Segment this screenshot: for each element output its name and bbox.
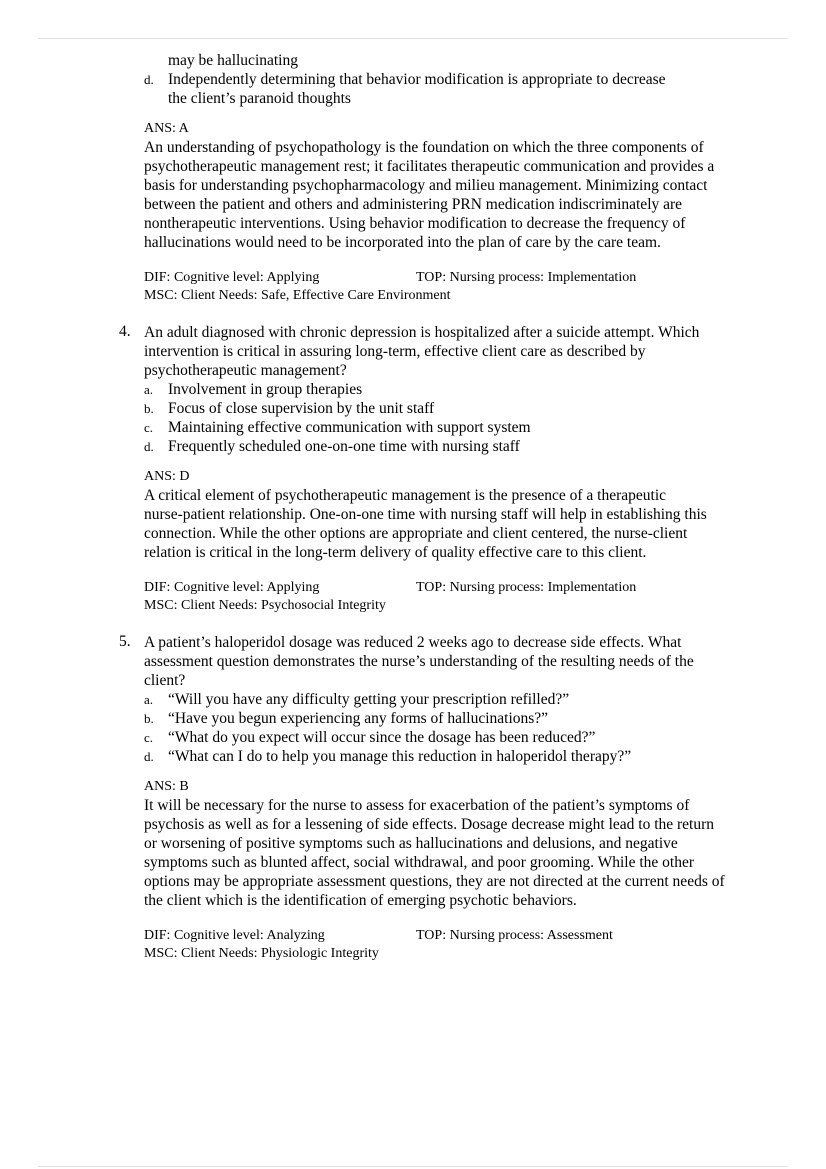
option-text: Focus of close supervision by the unit staff <box>168 400 435 417</box>
rationale-line: hallucinations would need to be incorporated into the plan of care by the care team. <box>144 234 661 251</box>
rationale-line: psychotherapeutic management rest; it facilitates therapeutic communication and provides a <box>144 158 715 175</box>
bottom-rule <box>38 1166 788 1167</box>
rationale-line: An understanding of psychopathology is the foundation on which the three components of <box>144 139 704 156</box>
rationale-line: connection. While the other options are appropriate and client centered, the nurse-client <box>144 525 688 542</box>
difficulty-label: DIF: Cognitive level: Analyzing <box>144 928 325 943</box>
rationale-line: or worsening of positive symptoms such as hallucinations and delusions, and negative <box>144 835 678 852</box>
rationale-line: psychosis as well as for a lessening of side effects. Dosage decrease might lead to the return <box>144 816 715 833</box>
question-stem-line: An adult diagnosed with chronic depression is hospitalized after a suicide attempt. Which <box>144 324 700 341</box>
rationale-line: symptoms such as blunted affect, social withdrawal, and poor grooming. While the other <box>144 854 694 871</box>
option-text: “What can I do to help you manage this reduction in haloperidol therapy?” <box>168 748 632 765</box>
option-text-continuation: the client’s paranoid thoughts <box>168 90 351 107</box>
question-stem-line: psychotherapeutic management? <box>144 362 347 379</box>
topic-label: TOP: Nursing process: Implementation <box>416 580 637 595</box>
question-stem-line: assessment question demonstrates the nurse’s understanding of the resulting needs of the <box>144 653 694 670</box>
option-letter: d. <box>144 439 154 454</box>
client-needs-label: MSC: Client Needs: Psychosocial Integrity <box>144 598 386 613</box>
question-number: 4. <box>119 323 131 340</box>
rationale-line: basis for understanding psychopharmacology and milieu management. Minimizing contact <box>144 177 708 194</box>
option-letter: b. <box>144 711 154 726</box>
question-stem-line: intervention is critical in assuring long-term, effective client care as described by <box>144 343 646 360</box>
option-letter: b. <box>144 401 154 416</box>
option-letter: d. <box>144 72 154 87</box>
option-c-continuation: may be hallucinating <box>168 52 298 69</box>
option-text: Involvement in group therapies <box>168 381 363 398</box>
answer-label: ANS: D <box>144 469 190 484</box>
client-needs-label: MSC: Client Needs: Physiologic Integrity <box>144 946 379 961</box>
option-text: “What do you expect will occur since the dosage has been reduced?” <box>168 729 596 746</box>
rationale-line: nurse-patient relationship. One-on-one time with nursing staff will help in establishing this <box>144 506 707 523</box>
option-letter: a. <box>144 382 154 397</box>
option-text: “Have you begun experiencing any forms of hallucinations?” <box>168 710 549 727</box>
option-letter: c. <box>144 420 154 435</box>
option-text: Maintaining effective communication with support system <box>168 419 531 436</box>
rationale-line: the client which is the identification of emerging psychotic behaviors. <box>144 892 577 909</box>
rationale-line: nontherapeutic interventions. Using behavior modification to decrease the frequency of <box>144 215 686 232</box>
difficulty-label: DIF: Cognitive level: Applying <box>144 270 320 285</box>
rationale-line: options may be appropriate assessment questions, they are not directed at the current needs of <box>144 873 725 890</box>
question-number: 5. <box>119 633 131 650</box>
top-rule <box>38 38 788 39</box>
rationale-line: It will be necessary for the nurse to assess for exacerbation of the patient’s symptoms of <box>144 797 690 814</box>
topic-label: TOP: Nursing process: Assessment <box>416 928 613 943</box>
option-text: Frequently scheduled one-on-one time with nursing staff <box>168 438 520 455</box>
answer-label: ANS: A <box>144 121 189 136</box>
option-letter: d. <box>144 749 154 764</box>
rationale-line: A critical element of psychotherapeutic management is the presence of a therapeutic <box>144 487 667 504</box>
rationale-line: between the patient and others and administering PRN medication indiscriminately are <box>144 196 683 213</box>
option-text: “Will you have any difficulty getting your prescription refilled?” <box>168 691 570 708</box>
answer-label: ANS: B <box>144 779 189 794</box>
topic-label: TOP: Nursing process: Implementation <box>416 270 637 285</box>
question-stem-line: A patient’s haloperidol dosage was reduced 2 weeks ago to decrease side effects. What <box>144 634 682 651</box>
option-letter: a. <box>144 692 154 707</box>
option-letter: c. <box>144 730 154 745</box>
rationale-line: relation is critical in the long-term delivery of quality effective care to this client. <box>144 544 647 561</box>
question-stem-line: client? <box>144 672 186 689</box>
option-text: Independently determining that behavior modification is appropriate to decrease <box>168 71 666 88</box>
difficulty-label: DIF: Cognitive level: Applying <box>144 580 320 595</box>
client-needs-label: MSC: Client Needs: Safe, Effective Care Environment <box>144 288 451 303</box>
